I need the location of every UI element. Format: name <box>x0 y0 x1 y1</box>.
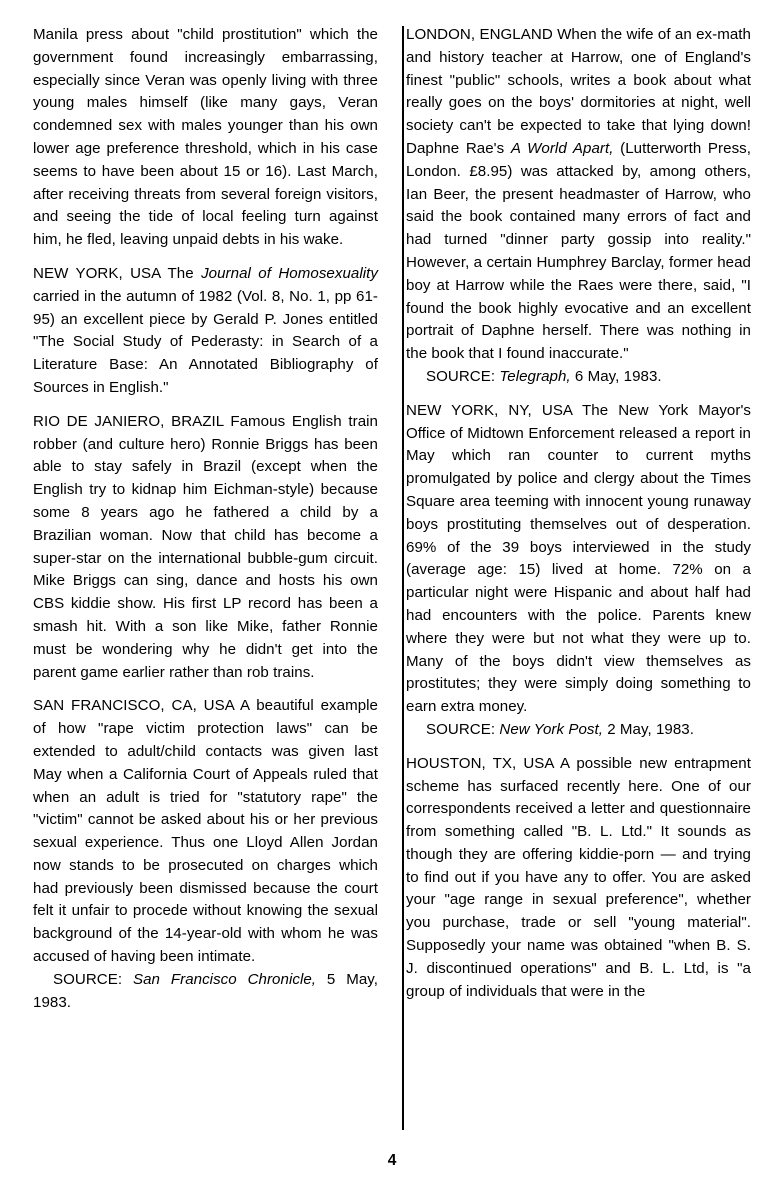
story-manila-continuation <box>33 24 378 252</box>
story-text: NEW YORK, NY, USA The New York Mayor's Office of Midtown Enforcement released a report in May which ran counter to current myths promulgated by police and clergy about the Times Square area teeming with innocent young runaway boys prostituting themselves out of desperation. 69% of the 39 boys interviewed in the study (average age: 15) lived at home. 72% on a particular night were Hispanic and about half had had encounters with the police. Parents knew where they were but not what they were up to. Many of the boys didn't view themselves as prostitutes; they were simply doing something to earn extra money. <box>406 401 751 716</box>
story-new-york-ny-usa <box>406 400 751 742</box>
story-houston-tx-usa <box>406 753 751 1004</box>
source-date: 6 May, 1983. <box>570 367 662 385</box>
source-label: SOURCE: <box>426 367 496 385</box>
source-publication-italic: Telegraph, <box>499 367 571 385</box>
source-line <box>33 969 378 1015</box>
right-column <box>406 24 751 1003</box>
story-text: HOUSTON, TX, USA A possible new entrapment scheme has surfaced recently here. One of our correspondents received a letter and questionnaire from something called "B. L. Ltd." It sounds as though they are offering kiddie-porn — and trying to find out if you have any to offer. You are asked your "age range in sexual preference", whether you purchase, trade or sell "young material". Supposedly your name was obtained "when B. S. J. discontinued operations" and B. L. Ltd, is "a group of individuals that were in the <box>406 754 751 1000</box>
story-text-rest: carried in the autumn of 1982 (Vol. 8, No. 1, pp 61-95) an excellent piece by Gerald P. Jones entitled "The Social Study of Pederasty: in Search of a Literature Base: An Annotated Bibliography of Sources in English." <box>33 287 378 396</box>
story-text-lead: LONDON, ENGLAND When the wife of an ex-math and history teacher at Harrow, one of England's finest "public" schools, writes a book about what really goes on the boys' dormitories at night, well society can't be expected to take that lying down! Daphne Rae's <box>406 26 751 157</box>
story-text-rest: (Lutterworth Press, London. £8.95) was attacked by, among others, Ian Beer, the present headmaster of Harrow, who said the book contained many errors of fact and had turned "dinner party gossip into reality." However, a certain Humphrey Barclay, former head boy at Harrow while the Raes were there, said, "I found the book highly evocative and an excellent portrait of Daphne herself. There was nothing in the book that I found inaccurate." <box>406 139 752 363</box>
story-new-york-usa <box>33 263 378 400</box>
story-san-francisco-ca-usa <box>33 695 378 1014</box>
page-number: 4 <box>387 1152 397 1169</box>
source-label: SOURCE: <box>426 720 496 738</box>
story-text: Manila press about "child prostitution" which the government found increasingly embarrassing, especially since Veran was openly living with three young males himself (like many gays, Veran condemned sex with males younger than his own lower age preference threshold, which in his case seems to have been about 15 or 16). Last March, after receiving threats from several foreign visitors, and seeing the tide of local feeling turn against him, he fled, leaving unpaid debts in his wake. <box>33 26 378 249</box>
left-column <box>33 24 378 1014</box>
two-column-text-body <box>33 24 751 1120</box>
source-date: 2 May, 1983. <box>602 720 694 738</box>
story-text-lead: NEW YORK, USA The <box>33 264 202 282</box>
story-rio-de-janiero-brazil <box>33 411 378 685</box>
source-date: 5 May, 1983. <box>33 970 378 1011</box>
journal-title-italic: Journal of Homosexuality <box>201 264 378 282</box>
source-label: SOURCE: <box>53 970 123 988</box>
book-title-italic: A World Apart, <box>510 139 614 157</box>
story-london-england <box>406 24 751 389</box>
source-publication-italic: San Francisco Chronicle, <box>132 970 317 988</box>
story-text: SAN FRANCISCO, CA, USA A beautiful example of how "rape victim protection laws" can be extended to adult/child contacts was given last May when a California Court of Appeals ruled that when an adult is tried for "statutory rape" the "victim" cannot be asked about his or her previous sexual experience. Thus one Lloyd Allen Jordan now stands to be prosecuted on charges which had previously been dismissed because the court felt it unfair to procede without knowing the sexual background of the 14-year-old with whom he was accused of having been intimate. <box>33 697 378 966</box>
source-publication-italic: New York Post, <box>499 720 603 738</box>
source-line <box>406 719 751 742</box>
source-line <box>406 366 751 389</box>
story-text: RIO DE JANIERO, BRAZIL Famous English train robber (and culture hero) Ronnie Briggs has been able to stay safely in Brazil (except when the English try to kidnap him Eichman-style) because some 8 years ago he fathered a child by a Brazilian woman. Now that child has become a super-star on the international bubble-gum circuit. Mike Briggs can sing, dance and hosts his own CBS kiddie show. His first LP record has been a smash hit. With a son like Mike, father Ronnie must be wondering why he didn't get into the parent game earlier rather than rob trains. <box>33 412 378 681</box>
